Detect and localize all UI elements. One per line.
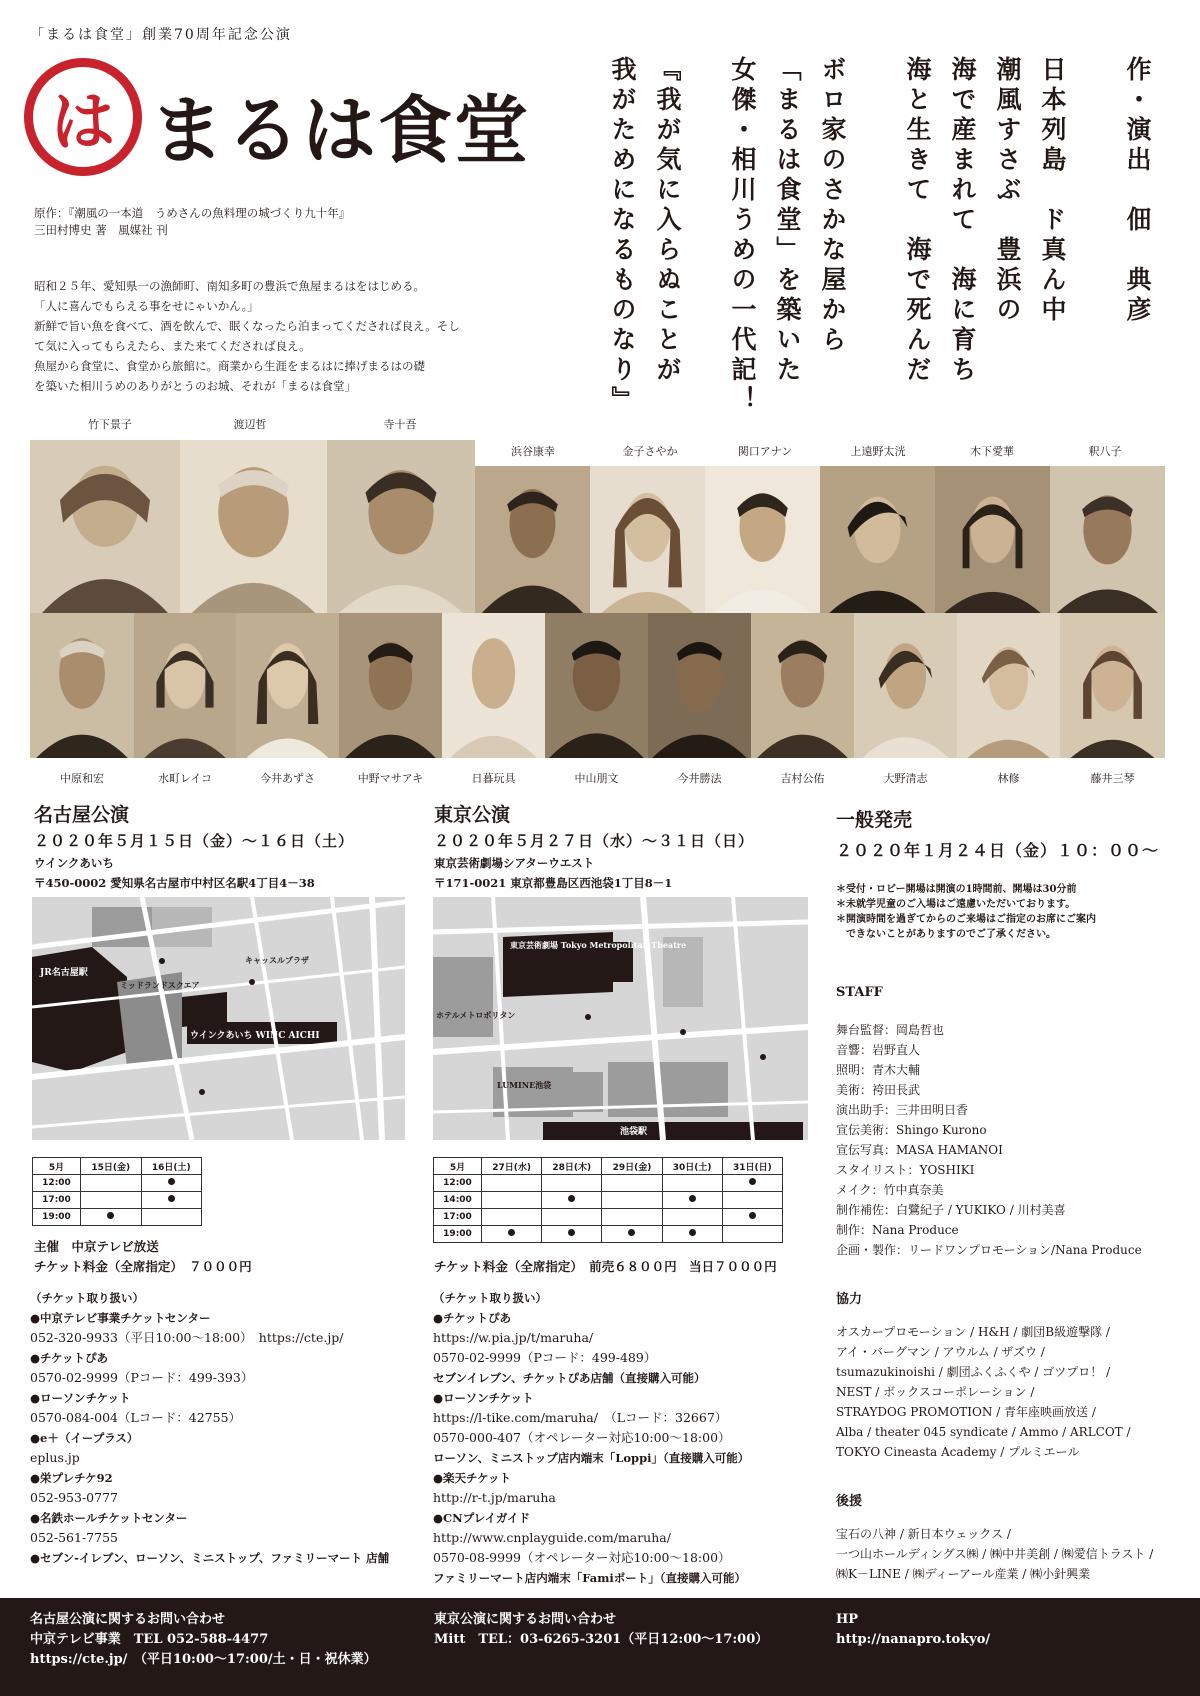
ticket-vendor: ●ローソンチケット bbox=[30, 1391, 131, 1405]
schedule-cell bbox=[141, 1192, 202, 1209]
cast-photo bbox=[1060, 613, 1165, 758]
performance-dot bbox=[168, 1195, 175, 1202]
map-label: ホテルメトロポリタン bbox=[436, 1010, 516, 1020]
ticket-contact: http://r-t.jp/maruha bbox=[433, 1490, 556, 1505]
footer-nagoya-url[interactable]: https://cte.jp/ （平日10:00～17:00/土・日・祝休業） bbox=[30, 1652, 377, 1667]
map-label: ミッドランドスクエア bbox=[120, 980, 200, 990]
ticket-contact: 0570-08-9999（オペレーター対応10:00～18:00） bbox=[433, 1550, 731, 1565]
cast-name: 大野清志 bbox=[883, 772, 928, 785]
staff-line: 演出助手：三井田明日香 bbox=[836, 1103, 969, 1117]
schedule-cell bbox=[602, 1175, 662, 1192]
cast-name: 中原和宏 bbox=[60, 772, 104, 785]
coop-line: tsumazukinoishi / 劇団ふくふくや / ゴツプロ！ / bbox=[836, 1365, 1111, 1379]
support-line: 一つ山ホールディングス㈱ / ㈱中井美創 / ㈱愛信トラスト / bbox=[836, 1547, 1154, 1561]
nagoya-map bbox=[32, 897, 405, 1140]
cast-name: 木下愛華 bbox=[970, 445, 1014, 458]
schedule-time: 12:00 bbox=[434, 1175, 482, 1192]
schedule-header: 27日(水) bbox=[482, 1158, 542, 1175]
nagoya-organizer: 主催 中京テレビ放送 bbox=[34, 1239, 159, 1254]
map-label: ウインクあいち WINC AICHI bbox=[190, 1031, 320, 1041]
cast-photo bbox=[236, 613, 339, 758]
cast-name: 浜谷康幸 bbox=[511, 445, 555, 458]
ticket-vendor: ●ローソンチケット bbox=[433, 1391, 534, 1405]
cast-photo bbox=[590, 466, 705, 613]
cast-photo bbox=[854, 613, 957, 758]
staff-line: 企画・製作：リードワンプロモーション/Nana Produce bbox=[836, 1243, 1142, 1257]
schedule-header: 30日(土) bbox=[662, 1158, 722, 1175]
ticket-contact: 052-561-7755 bbox=[30, 1530, 118, 1545]
ticket-vendor: ●チケットぴあ bbox=[30, 1351, 108, 1365]
synopsis-line: 「人に喜んでもらえる事をせにゃいかん。」 bbox=[34, 299, 259, 313]
performance-dot bbox=[168, 1178, 175, 1185]
footer-nagoya-heading: 名古屋公演に関するお問い合わせ bbox=[30, 1612, 226, 1627]
ticket-vendor: ●チケットぴあ bbox=[433, 1311, 511, 1325]
ticket-contact: 0570-02-9999（Pコード：499-393） bbox=[30, 1370, 254, 1385]
support-title: 後援 bbox=[836, 1494, 863, 1509]
coop-line: Alba / theater 045 syndicate / Ammo / ARLCOT / bbox=[836, 1425, 1131, 1439]
schedule-time: 19:00 bbox=[434, 1226, 482, 1243]
footer-nagoya-tel: 中京テレビ事業 TEL 052-588-4477 bbox=[30, 1632, 269, 1647]
coop-line: TOKYO Cineasta Academy / プルミエール bbox=[836, 1445, 1080, 1459]
ticket-note: セブンイレブン、チケットぴあ店舗（直接購入可能） bbox=[433, 1371, 706, 1385]
nagoya-address: 〒450-0002 愛知県名古屋市中村区名駅4丁目4－38 bbox=[34, 876, 315, 890]
lead-line: 「まるは食堂」を築いた bbox=[773, 56, 802, 386]
footer-tokyo bbox=[434, 1610, 768, 1650]
poem-line: 日本列島 ド真ん中 bbox=[1038, 56, 1067, 326]
poem-line: 海で産まれて 海に育ち bbox=[948, 56, 977, 386]
ticket-contact: http://www.cnplayguide.com/maruha/ bbox=[433, 1530, 671, 1545]
footer-nagoya bbox=[30, 1610, 377, 1670]
cast-photo bbox=[327, 440, 475, 613]
schedule-cell bbox=[542, 1192, 602, 1209]
ticket-vendor: ●名鉄ホールチケットセンター bbox=[30, 1511, 188, 1525]
ticket-contact: eplus.jp bbox=[30, 1450, 80, 1465]
schedule-header: 31日(日) bbox=[722, 1158, 782, 1175]
schedule-time: 17:00 bbox=[33, 1192, 81, 1209]
director-credit: 作・演出 佃 典彦 bbox=[1123, 56, 1152, 326]
staff-line: 照明：青木大輔 bbox=[836, 1063, 921, 1077]
ticket-contact: 0570-02-9999（Pコード：499-489） bbox=[433, 1350, 657, 1365]
cast-name: 中野マサアキ bbox=[357, 772, 424, 785]
ticket-contact: 052-953-0777 bbox=[30, 1490, 118, 1505]
staff-line: 舞台監督：岡島哲也 bbox=[836, 1023, 945, 1037]
schedule-cell bbox=[81, 1209, 142, 1226]
staff-line: 制作補佐：白鷺紀子 / YUKIKO / 川村美喜 bbox=[836, 1203, 1066, 1217]
map-label: 東京芸術劇場 Tokyo Metropolitan Theatre bbox=[510, 940, 687, 950]
synopsis bbox=[34, 276, 554, 396]
nagoya-schedule-table bbox=[32, 1157, 202, 1226]
ticket-vendor: ●楽天チケット bbox=[433, 1471, 511, 1485]
notes bbox=[836, 882, 1176, 942]
coop-line: NEST / ボックスコーポレーション / bbox=[836, 1385, 1035, 1399]
tokyo-date: ２０２０年５月２７日（水）～３１日（日） bbox=[434, 832, 755, 850]
schedule-cell bbox=[482, 1175, 542, 1192]
cast-name: 渡辺哲 bbox=[233, 418, 267, 431]
cast-name: 今井勝法 bbox=[677, 772, 722, 785]
coop-line: オスカープロモーション / H&H / 劇団B級遊撃隊 / bbox=[836, 1325, 1110, 1339]
schedule-cell bbox=[482, 1209, 542, 1226]
tokyo-title: 東京公演 bbox=[434, 804, 511, 826]
tagline-line: 『我が気に入らぬことが bbox=[653, 56, 682, 386]
note-line: できないことがありますのでご了承ください。 bbox=[836, 929, 1056, 940]
staff-line: 宣伝美術：Shingo Kurono bbox=[836, 1123, 987, 1137]
cast-photo bbox=[180, 440, 327, 613]
poem-line: 潮風すさぶ 豊浜の bbox=[993, 56, 1022, 326]
note-line: ＊受付・ロビー開場は開演の1時間前、開場は30分前 bbox=[836, 884, 1077, 895]
map-label: 池袋駅 bbox=[620, 1127, 648, 1137]
lead-line: 女傑・相川うめの一代記！ bbox=[728, 56, 757, 416]
synopsis-line: 昭和２５年、愛知県一の漁師町、南知多町の豊浜で魚屋まるはをはじめる。 bbox=[34, 279, 425, 293]
coop-line: アイ・バーグマン / アウルム / ザズウ / bbox=[836, 1345, 1045, 1359]
tokyo-venue: 東京芸術劇場シアターウエスト bbox=[434, 856, 595, 870]
cast-name: 今井あずさ bbox=[260, 772, 315, 785]
schedule-cell bbox=[722, 1226, 782, 1243]
cast-name: 竹下景子 bbox=[88, 418, 132, 431]
staff-line: スタイリスト：YOSHIKI bbox=[836, 1163, 975, 1177]
support-list bbox=[836, 1524, 1153, 1584]
staff-line: 美術：袴田長武 bbox=[836, 1083, 921, 1097]
cast-photo bbox=[705, 466, 820, 613]
staff-line: 宣伝写真：MASA HAMANOI bbox=[836, 1143, 1003, 1157]
map-label: LUMINE池袋 bbox=[497, 1080, 552, 1090]
schedule-cell bbox=[662, 1175, 722, 1192]
cast-name: 釈八子 bbox=[1088, 445, 1122, 458]
performance-dot bbox=[568, 1195, 575, 1202]
schedule-cell bbox=[662, 1209, 722, 1226]
cast-name: 中山朋文 bbox=[574, 772, 619, 785]
schedule-cell bbox=[602, 1209, 662, 1226]
ticket-vendor: ●栄プレチケ92 bbox=[30, 1471, 113, 1485]
schedule-header: 16日(土) bbox=[141, 1158, 202, 1175]
general-sale-title: 一般発売 bbox=[836, 809, 913, 831]
schedule-cell bbox=[662, 1226, 722, 1243]
cast-photo bbox=[648, 613, 751, 758]
synopsis-line: 魚屋から食堂に、食堂から旅館に。商業から生涯をまるはに捧げまるはの礎 bbox=[34, 359, 425, 373]
schedule-time: 12:00 bbox=[33, 1175, 81, 1192]
schedule-cell bbox=[602, 1226, 662, 1243]
schedule-cell bbox=[662, 1192, 722, 1209]
note-line: ＊開演時間を過ぎてからのご来場はご指定のお席にご案内 bbox=[836, 914, 1096, 925]
coop-line: STRAYDOG PROMOTION / 青年座映画放送 / bbox=[836, 1405, 1096, 1419]
support-line: ㈱K－LINE / ㈱ディーアール産業 / ㈱小針興業 bbox=[836, 1567, 1091, 1581]
performance-dot bbox=[749, 1212, 756, 1219]
cast-name: 藤井三琴 bbox=[1090, 772, 1135, 785]
schedule-time: 19:00 bbox=[33, 1209, 81, 1226]
performance-dot bbox=[749, 1178, 756, 1185]
schedule-header: 15日(金) bbox=[81, 1158, 142, 1175]
note-line: ＊未就学児童のご入場はご遠慮いただいております。 bbox=[836, 899, 1076, 910]
footer-tokyo-tel: Mitt TEL：03-6265-3201（平日12:00～17:00） bbox=[434, 1632, 769, 1647]
cast-name: 水町レイコ bbox=[157, 772, 212, 785]
lead-line: ボロ家のさかな屋から bbox=[818, 56, 847, 356]
footer-hp-heading: HP bbox=[836, 1612, 859, 1627]
cast-photo bbox=[935, 466, 1050, 613]
title-logo: まるは食堂 bbox=[150, 88, 530, 174]
ticket-heading: （チケット取り扱い） bbox=[433, 1291, 547, 1305]
performance-dot bbox=[568, 1229, 575, 1236]
cooperation-list bbox=[836, 1322, 1131, 1462]
synopsis-line: 新鮮で旨い魚を食べて、酒を飲んで、眠くなったら泊まってくだされば良え。そし bbox=[34, 319, 460, 333]
ticket-vendor: ●CNプレイガイド bbox=[433, 1511, 530, 1525]
cast-photo bbox=[820, 466, 935, 613]
performance-dot bbox=[628, 1229, 635, 1236]
footer-hp-link[interactable]: http://nanapro.tokyo/ bbox=[836, 1632, 991, 1647]
ticket-contact: https://w.pia.jp/t/maruha/ bbox=[433, 1330, 594, 1345]
nagoya-title: 名古屋公演 bbox=[34, 804, 130, 826]
schedule-cell bbox=[81, 1192, 142, 1209]
cast-photo bbox=[475, 466, 590, 613]
footer bbox=[0, 1598, 1200, 1696]
schedule-time: 14:00 bbox=[434, 1192, 482, 1209]
nagoya-venue: ウインクあいち bbox=[34, 856, 114, 870]
schedule-cell bbox=[542, 1209, 602, 1226]
cast-photo bbox=[751, 613, 854, 758]
maruha-logo-mark: は bbox=[24, 58, 142, 176]
ticket-vendor: ●セブン-イレブン、ローソン、ミニストップ、ファミリーマート 店舗 bbox=[30, 1551, 390, 1565]
cast-photo bbox=[545, 613, 648, 758]
ticket-contact: https://l-tike.com/maruha/ （Lコード：32667） bbox=[433, 1410, 728, 1425]
tokyo-ticket-list bbox=[433, 1288, 749, 1588]
schedule-cell bbox=[141, 1209, 202, 1226]
cast-name: 林修 bbox=[997, 772, 1020, 785]
performance-dot bbox=[508, 1229, 515, 1236]
cast-name: 上遠野太洸 bbox=[850, 445, 906, 458]
general-sale-date: ２０２０年１月２４日（金）１０：００～ bbox=[836, 841, 1160, 860]
cast-name: 日暮玩具 bbox=[471, 772, 516, 785]
tagline-line: 我がためになるものなり』 bbox=[608, 56, 637, 416]
staff-line: 制作：Nana Produce bbox=[836, 1223, 959, 1237]
ticket-vendor: ●中京テレビ事業チケットセンター bbox=[30, 1311, 211, 1325]
anniversary-caption: 「まるは食堂」創業70周年記念公演 bbox=[30, 27, 292, 43]
ticket-note: ローソン、ミニストップ店内端末「Loppi」（直接購入可能） bbox=[433, 1451, 750, 1465]
ticket-contact: 0570-000-407（オペレーター対応10:00～18:00） bbox=[433, 1430, 731, 1445]
performance-dot bbox=[689, 1229, 696, 1236]
ticket-heading: （チケット取り扱い） bbox=[30, 1291, 144, 1305]
cast-photo bbox=[30, 613, 134, 758]
cast-photo bbox=[442, 613, 545, 758]
support-line: 宝石の八神 / 新日本ウェックス / bbox=[836, 1527, 1011, 1541]
tokyo-schedule-table bbox=[433, 1157, 783, 1243]
cast-photo bbox=[30, 440, 180, 613]
staff-title: STAFF bbox=[836, 985, 883, 1000]
tokyo-address: 〒171-0021 東京都豊島区西池袋1丁目8－1 bbox=[434, 876, 673, 890]
footer-hp bbox=[836, 1610, 990, 1650]
schedule-cell bbox=[722, 1192, 782, 1209]
schedule-cell bbox=[482, 1192, 542, 1209]
map-label: キャッスルプラザ bbox=[245, 955, 309, 965]
cast-photo bbox=[134, 613, 236, 758]
cast-photo bbox=[339, 613, 442, 758]
footer-tokyo-heading: 東京公演に関するお問い合わせ bbox=[434, 1612, 617, 1627]
ticket-vendor: ●e＋（イープラス） bbox=[30, 1431, 139, 1445]
schedule-header: 29日(金) bbox=[602, 1158, 662, 1175]
nagoya-price: チケット料金（全席指定） ７０００円 bbox=[34, 1259, 252, 1274]
original-work: 原作：『潮風の一本道 うめさんの魚料理の城づくり九十年』 bbox=[34, 206, 351, 220]
poem-line: 海と生きて 海で死んだ bbox=[903, 56, 932, 386]
cast-name: 関口アナン bbox=[737, 445, 793, 458]
schedule-cell bbox=[542, 1175, 602, 1192]
schedule-cell bbox=[542, 1226, 602, 1243]
synopsis-line: を築いた相川うめのありがとうのお城、それが「まるは食堂」 bbox=[34, 379, 356, 393]
synopsis-line: て気に入ってもらえたら、また来てくだされば良え。 bbox=[34, 339, 311, 353]
schedule-cell bbox=[722, 1209, 782, 1226]
schedule-cell bbox=[141, 1175, 202, 1192]
performance-dot bbox=[107, 1212, 114, 1219]
nagoya-date: ２０２０年５月１５日（金）～１６日（土） bbox=[34, 832, 355, 850]
map-label: JR名古屋駅 bbox=[40, 968, 88, 978]
staff-line: メイク：竹中真奈美 bbox=[836, 1183, 944, 1197]
schedule-cell bbox=[482, 1226, 542, 1243]
original-author: 三田村博史 著 風媒社 刊 bbox=[34, 223, 168, 237]
ticket-contact: 0570-084-004（Lコード：42755） bbox=[30, 1410, 242, 1425]
schedule-cell bbox=[602, 1192, 662, 1209]
schedule-header: 5月 bbox=[33, 1158, 81, 1175]
schedule-header: 5月 bbox=[434, 1158, 482, 1175]
performance-dot bbox=[689, 1195, 696, 1202]
schedule-header: 28日(木) bbox=[542, 1158, 602, 1175]
cooperation-title: 協力 bbox=[836, 1292, 863, 1307]
ticket-contact: 052-320-9933（平日10:00～18:00） https://cte.jp/ bbox=[30, 1330, 344, 1345]
cast-photo bbox=[1050, 466, 1165, 613]
cast-name: 吉村公佑 bbox=[780, 772, 825, 785]
tokyo-price: チケット料金（全席指定） 前売６８００円 当日７０００円 bbox=[434, 1259, 777, 1274]
nagoya-ticket-list bbox=[30, 1288, 389, 1568]
cast-name: 寺十吾 bbox=[383, 418, 417, 431]
schedule-cell bbox=[81, 1175, 142, 1192]
schedule-time: 17:00 bbox=[434, 1209, 482, 1226]
cast-name: 金子さやか bbox=[622, 445, 678, 458]
ticket-note: ファミリーマート店内端末「Famiポート」（直接購入可能） bbox=[433, 1571, 747, 1585]
staff-line: 音響：岩野直人 bbox=[836, 1043, 921, 1057]
staff-list bbox=[836, 1020, 1142, 1260]
schedule-cell bbox=[722, 1175, 782, 1192]
cast-photo bbox=[957, 613, 1060, 758]
